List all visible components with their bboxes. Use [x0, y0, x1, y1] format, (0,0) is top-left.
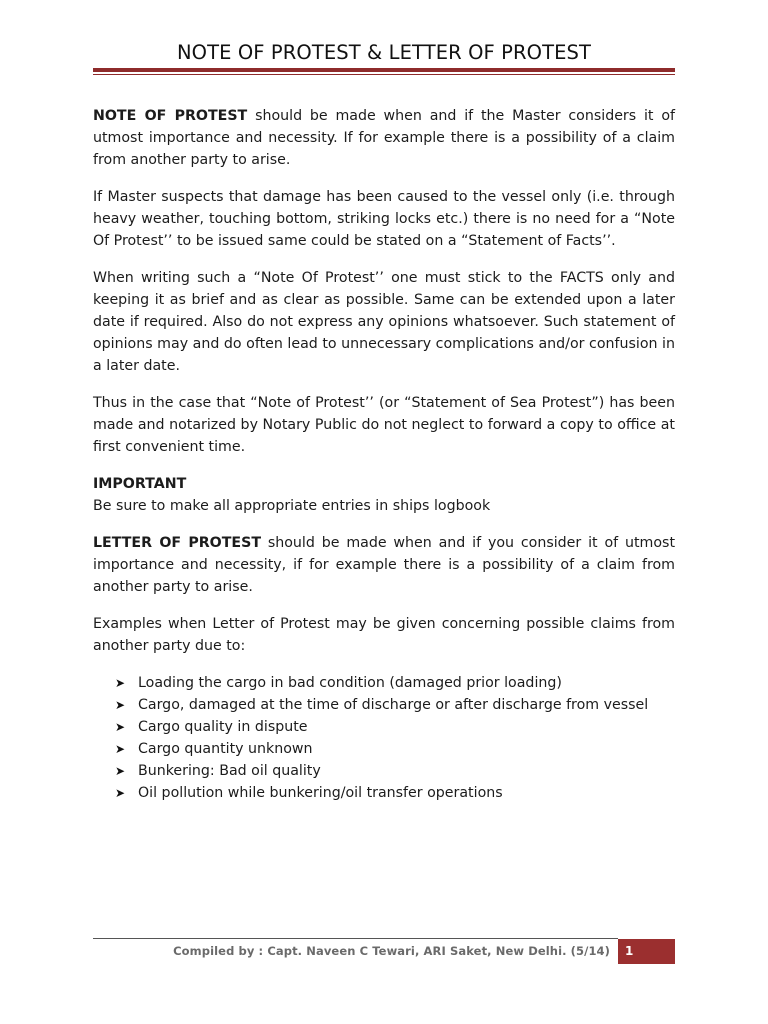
paragraph-text: should be made when and if you consider it of utmost importance and necessity, if for example there is a possibility of a claim from another party to arise.: [93, 535, 676, 595]
paragraph-lead: LETTER OF PROTEST: [93, 535, 262, 551]
paragraph-examples-intro: Examples when Letter of Protest may be given concerning possible claims from another party due to:: [93, 616, 675, 654]
page-number-badge: 1: [618, 939, 675, 964]
paragraph-letter-of-protest: [93, 532, 675, 598]
list-item: [115, 672, 675, 694]
list-item-text: Bunkering: Bad oil quality: [138, 763, 321, 779]
important-text: Be sure to make all appropriate entries in ships logbook: [93, 498, 491, 514]
footer-compiled-by: Compiled by : Capt. Naveen C Tewari, ARI Saket, New Delhi. (5/14): [173, 944, 610, 958]
list-item: [115, 782, 675, 804]
list-item-text: Loading the cargo in bad condition (damaged prior loading): [138, 675, 562, 691]
arrowhead-bullet-icon: ➤: [115, 676, 126, 690]
examples-list: [93, 672, 675, 804]
arrowhead-bullet-icon: ➤: [115, 698, 126, 712]
paragraph-writing-guidance: When writing such a “Note Of Protest’’ one must stick to the FACTS only and keeping it as brief and as clear as possible. Same can be extended upon a later date if required. Also do not express any opinions whatsoever. Such statement of opinions may and do often lead to unnecessary complications and/or confusion in a later date.: [93, 270, 675, 374]
list-item-text: Oil pollution while bunkering/oil transfer operations: [138, 785, 503, 801]
title-rule-thin: [93, 74, 675, 75]
list-item-text: Cargo quantity unknown: [138, 741, 313, 757]
document-body: [93, 105, 675, 804]
paragraph-vessel-damage: If Master suspects that damage has been caused to the vessel only (i.e. through heavy weather, touching bottom, striking locks etc.) there is no need for a “Note Of Protest’’ to be issued same could be stated on a “Statement of Facts’’.: [93, 189, 675, 249]
paragraph-lead: NOTE OF PROTEST: [93, 108, 248, 124]
arrowhead-bullet-icon: ➤: [115, 786, 126, 800]
paragraph-notarized: Thus in the case that “Note of Protest’’ (or “Statement of Sea Protest”) has been made and notarized by Notary Public do not neglect to forward a copy to office at first convenient time.: [93, 395, 675, 455]
list-item: [115, 716, 675, 738]
list-item: [115, 760, 675, 782]
footer-rule: [93, 938, 618, 939]
list-item-text: Cargo, damaged at the time of discharge or after discharge from vessel: [138, 697, 649, 713]
arrowhead-bullet-icon: ➤: [115, 720, 126, 734]
list-item: [115, 738, 675, 760]
list-item-text: Cargo quality in dispute: [138, 719, 308, 735]
page-title: NOTE OF PROTEST & LETTER OF PROTEST: [176, 41, 592, 64]
arrowhead-bullet-icon: ➤: [115, 764, 126, 778]
paragraph-note-of-protest: [93, 105, 675, 171]
important-heading: IMPORTANT: [93, 476, 187, 492]
arrowhead-bullet-icon: ➤: [115, 742, 126, 756]
list-item: [115, 694, 675, 716]
paragraph-text: should be made when and if the Master considers it of utmost importance and necessity. If for example there is a possibility of a claim from another party to arise.: [93, 108, 675, 168]
title-rule-thick: [93, 68, 675, 72]
